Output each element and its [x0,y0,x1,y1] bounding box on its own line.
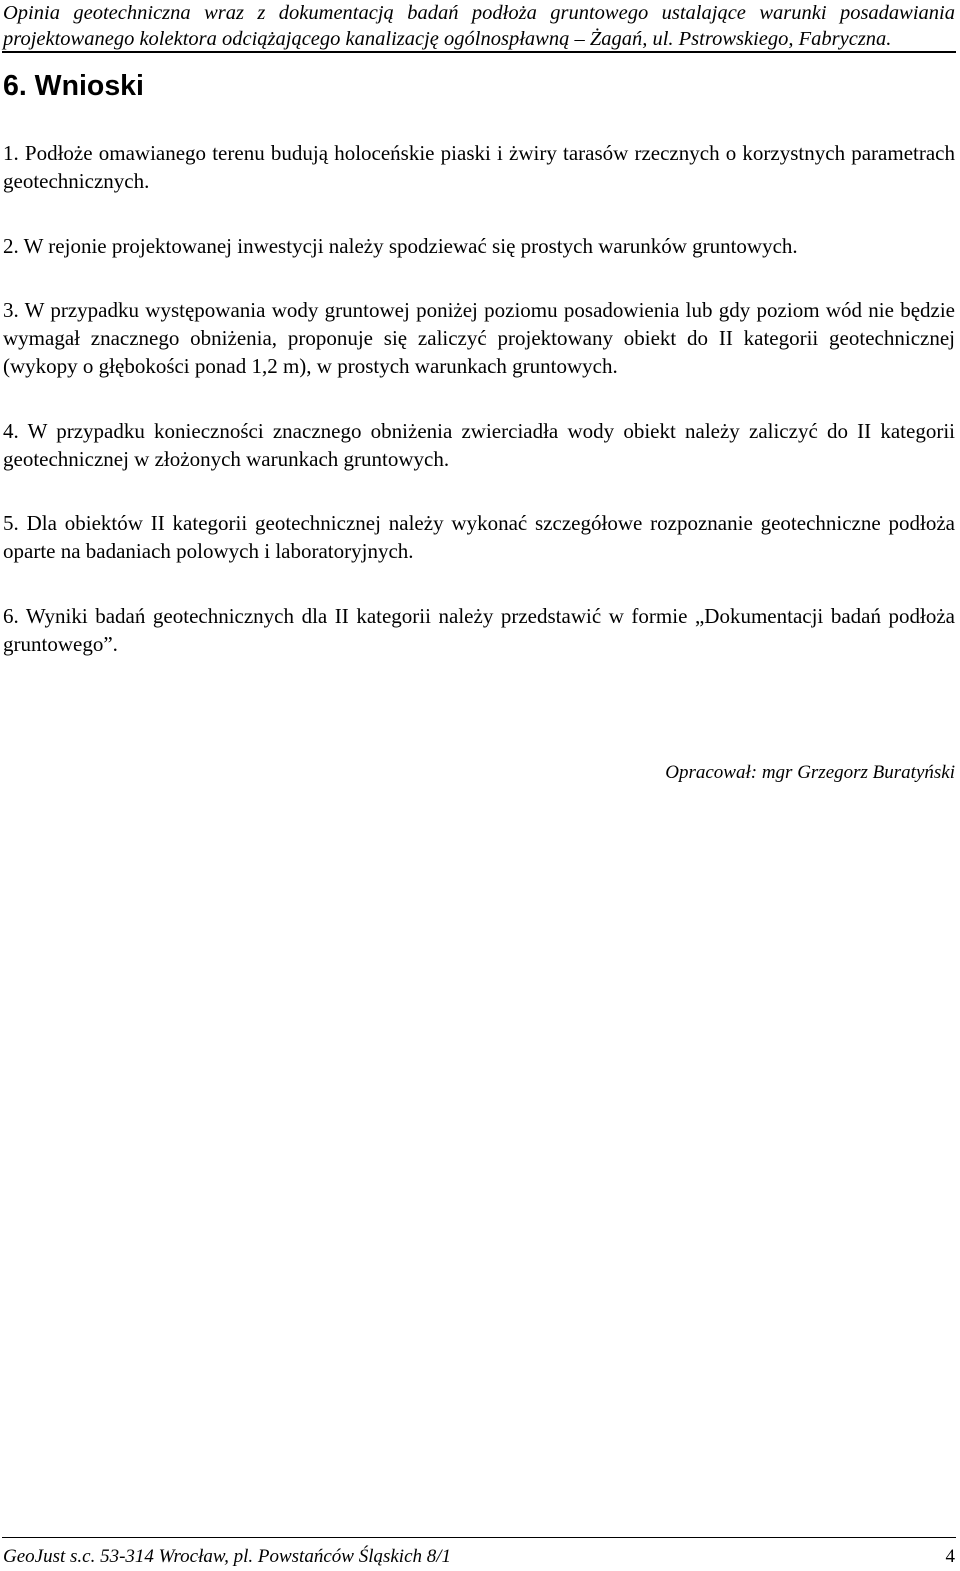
author-signature: Opracował: mgr Grzegorz Buratyński [665,762,955,783]
conclusion-item-6: 6. Wyniki badań geotechnicznych dla II kategorii należy przedstawić w formie „Dokumentacji badań podłoża gruntowego”. [3,603,955,656]
conclusion-item-2: 2. W rejonie projektowanej inwestycji należy spodziewać się prostych warunków gruntowych. [3,233,798,258]
header-divider [2,51,956,53]
conclusion-item-5: 5. Dla obiektów II kategorii geotechnicznej należy wykonać szczegółowe rozpoznanie geotechniczne podłoża oparte na badaniach polowych i laboratoryjnych. [3,511,955,564]
footer-company: GeoJust s.c. 53-314 Wrocław, pl. Powstańców Śląskich 8/1 [3,1546,452,1567]
conclusion-item-4: 4. W przypadku konieczności znacznego obniżenia zwierciadła wody obiekt należy zaliczyć do II kategorii geotechnicznej w złożonych warunkach gruntowych. [3,418,955,471]
section-title: 6. Wnioski [3,70,144,102]
conclusion-item-3: 3. W przypadku występowania wody gruntowej poniżej poziomu posadowienia lub gdy poziom wód nie będzie wymagał znacznego obniżenia, proponuje się zaliczyć projektowany obiekt do II kategorii geotechnicznej (wykopy o głębokości ponad 1,2 m), w prostych warunkach gruntowych. [3,298,955,379]
footer-divider [2,1537,956,1538]
running-header-line-2: projektowanego kolektora odciążającego kanalizację ogólnospławną – Żagań, ul. Pstrowskiego, Fabryczna. [3,28,892,50]
running-header-line-1: Opinia geotechniczna wraz z dokumentacją badań podłoża gruntowego ustalające warunki posadawiania [3,2,955,24]
conclusions-list [3,139,955,695]
conclusion-item-1: 1. Podłoże omawianego terenu budują holoceńskie piaski i żwiry tarasów rzecznych o korzystnych parametrach geotechnicznych. [3,141,955,193]
page-number: 4 [945,1546,955,1567]
running-header [3,0,955,52]
